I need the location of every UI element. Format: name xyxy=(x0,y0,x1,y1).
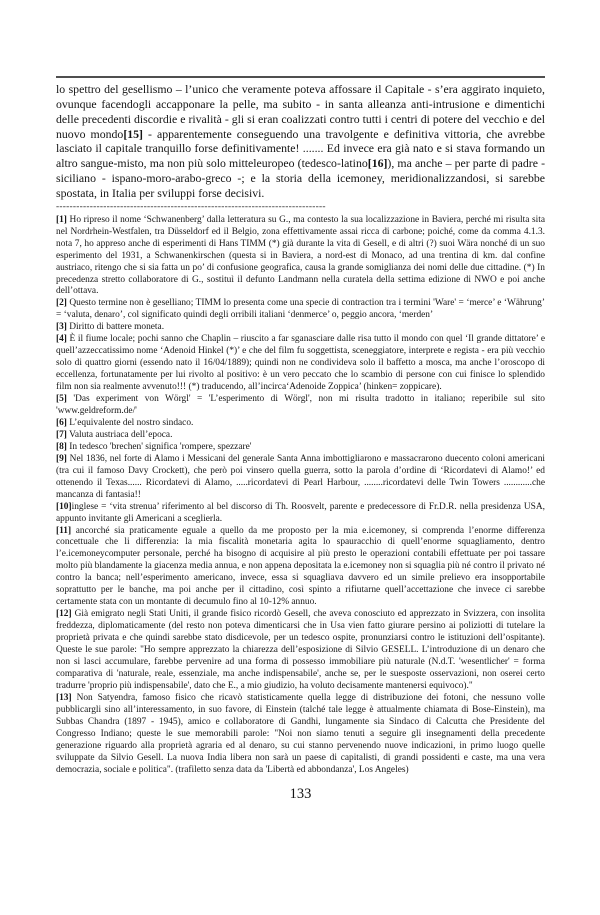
dashed-separator: -------------------------------------------------------------------------------- xyxy=(56,201,326,212)
footnote-text-6: L’equivalente del nostro sindaco. xyxy=(66,417,194,428)
footnote-1 xyxy=(56,215,545,299)
footnote-ref-15: [15] xyxy=(123,126,143,141)
footnote-label-4: [4] xyxy=(56,334,67,345)
footnote-ref-16: [16] xyxy=(367,156,388,171)
footnote-text-9: Nel 1836, nel forte di Alamo i Messicani del generale Santa Anna imbottigliarono e massacrarono duecento coloni americani (tra cui il famoso Davy Crockett), che però poi vinsero quella guerra, sotto la parola d’ordine di ‘Ricordatevi di Alamo!’ ed ottenendo il Texas...... Ricordatevi di Alamo, .....ricordatevi di Pearl Harbour, ........ricordatevi delle Twin Towers ............che mancanza di fantasia!! xyxy=(56,453,545,500)
footnote-13 xyxy=(56,693,545,777)
footnote-text-8: In tedesco 'brechen' significa 'rompere, spezzare' xyxy=(66,441,252,452)
footnote-label-13: [13] xyxy=(56,692,72,703)
footnote-label-2: [2] xyxy=(56,298,67,309)
footnote-text-11: ancorché sia praticamente eguale a quello da me proposto per la mia e.icemoney, si comprenda l’enorme differenza concettuale che li differenzia: la mia fiscalità monetaria agita lo spauracchio di quell’enorme squagliamento, dentro l’e.icemoneycomputer personale, perché ha bisogno di acquisire al più presto le operazioni contabili effettuate per poi tassare molto più blandamente la giacenza media annua, e non appena depositata la e.icemoney non si squaglia più né contro il privato né contro la banca; nell’esperimento americano, invece, essa si squagliava davvero ed un simile prelievo era insopportabile soprattutto per le banche, ma poi anche per il cittadino, così spinto a rifiutarne quell’accettazione che invece ci sarebbe certamente stata con un montante di decumulo fino al 10-12% annuo. xyxy=(56,525,545,608)
footnote-text-13: Non Satyendra, famoso fisico che ricavò statisticamente quella legge di distribuzione dei fotoni, che nessuno volle pubblicargli sino all’interessamento, in suo favore, di Einstein (talché tale legge è attualmente chiamata di Bose-Einstein), ma Subbas Chandra (1897 - 1945), amico e collaboratore di Gandhi, lungamente sia Sindaco di Calcutta che Presidente del Congresso Indiano; queste le sue memorabili parole: "Noi non siamo tenuti a seguire gli insegnamenti della precedente generazione riguardo alla proprietà agraria ed al denaro, su cui stanno pervenendo nuove indicazioni, in primo luogo quelle sviluppate da Silvio Gesell. La nuova India libera non sarà un paese di capitalisti, di grandi possidenti e caste, ma una vera democrazia, sociale e politica". (trafiletto senza data da 'Libertà ed abbondanza', Los Angeles) xyxy=(56,692,545,775)
footnote-text-12: Già emigrato negli Stati Uniti, il grande fisico ricordò Gesell, che aveva conosciuto ed apprezzato in Svizzera, con insolita freddezza, diplomaticamente (del resto non poteva dimenticarsi che in Usa vien fatto giurare persino ai poliziotti di tutelare la proprietà privata e che quindi sarebbe stato disdicevole, per un tedesco ospite, pronunziarsi contro le istituzioni dell’ospitante). Queste le sue parole: "Ho sempre apprezzato la chiarezza dell’esposizione di Silvio GESELL. L’introduzione di un denaro che non si lasci accumulare, farebbe pervenire ad una forma di possesso immobiliare più naturale (N.d.T. 'wesentlicher' = forma comparativa di 'naturale, reale, essenziale, ma anche indispensabile', anche se, per le suesposte osservazioni, non oserei certo tradurre 'proprio più indispensabile', dato che E., a mio giudizio, ha voluto decisamente mantenersi equivoco)." xyxy=(56,609,545,691)
footnote-text-10: inglese = ‘vita strenua’ riferimento al bel discorso di Th. Roosvelt, parente e predecessore di Fr.D.R. nella presidenza USA, appunto invitante gli Americani a sceglierla. xyxy=(56,501,545,524)
main-text-segment-1: lo spettro del gesellismo – l’unico che veramente poteva affossare il Capitale - s’era aggirato inquieto, ovunque facendogli accapponare la pelle, ma subito - in santa alleanza anti-intrusione e dimentichi delle precedenti discordie e rivalità - gli si eran coalizzati contro tutti i centri di potere del vecchio e del nuovo mondo xyxy=(56,82,545,141)
footnote-label-11: [11] xyxy=(56,525,72,536)
footnote-text-7: Valuta austriaca dell’epoca. xyxy=(66,429,173,440)
main-text-segment-2: - apparentemente conseguendo una travolgente e definitiva vittoria, che avrebbe lasciato il capitale tranquillo forse definitivamente! ....... Ed invece era già nato e si stava formando un altro sangue-misto, ma non più solo mitteleuropeo (tedesco-latino xyxy=(56,126,545,171)
footnote-10 xyxy=(56,502,545,526)
footnote-4 xyxy=(56,334,545,394)
main-text-segment-3: ), ma anche – per parte di padre - siciliano - ispano-moro-arabo-greco -; e la storia della icemoney, meridionalizzandosi, si sarebbe spostata, in Italia per sviluppi forse decisivi. xyxy=(56,156,545,200)
footnote-2 xyxy=(56,298,545,322)
footnote-label-9: [9] xyxy=(56,453,67,464)
footnote-text-1: Ho ripreso il nome ‘Schwanenberg’ dalla letteratura su G., ma contesto la sua localizzazione in Baviera, perché mi risulta sita nel Nordrhein-Westfalen, tra Düsseldorf ed il Belgio, zona effettivamente assai ricca di carbone; poiché, come da comma 4.1.3. nota 7, ho appreso anche di esperimenti di Hans TIMM (*) già durante la vita di Gesell, e di altri (?) suoi Wära nonché di un suo esperimento del 1931, a Schwanenkirschen (questa si in Baviera, a nord-est di Monaco, ad una trentina di km. dal confine austriaco, ritengo che si sia fatta un po’ di confusione geografica, causa la grande somiglianza dei nomi delle due cittadine. (*) In precedenza stretto collaboratore di G., sostituì il defunto Landmann nella curatela della settima edizione di NWO e poi anche dell’ottava. xyxy=(56,214,545,297)
footnote-3 xyxy=(56,322,545,334)
footnote-6 xyxy=(56,418,545,430)
footnote-8 xyxy=(56,442,545,454)
footnote-label-6: [6] xyxy=(56,417,67,428)
footnote-12 xyxy=(56,609,545,693)
footnote-text-2: Questo termine non è geselliano; TIMM lo presenta come una specie di contraction tra i termini 'Ware' = ‘merce’ e ‘Währung’ = ‘valuta, denaro’, col significato quindi degli orribili italiani ‘denmerce’ o, peggio ancora, ‘merden’ xyxy=(56,298,545,321)
footnote-label-3: [3] xyxy=(56,322,67,333)
footnote-text-5: 'Das experiment von Wörgl' = 'L’esperimento di Wörgl', non mi risulta tradotto in italiano; reperibile sul sito 'www.geldreform.de/' xyxy=(56,394,545,416)
footnote-9 xyxy=(56,454,545,502)
main-paragraph xyxy=(56,82,545,201)
footnote-11 xyxy=(56,526,545,610)
footnotes-section xyxy=(56,215,545,777)
footnote-label-1: [1] xyxy=(56,214,67,225)
footnote-label-12: [12] xyxy=(56,609,72,620)
footnote-label-5: [5] xyxy=(56,394,67,405)
footnote-5 xyxy=(56,394,545,418)
footnote-label-7: [7] xyxy=(56,429,67,440)
footnote-text-3: Diritto di battere moneta. xyxy=(66,322,165,333)
footnote-label-8: [8] xyxy=(56,441,67,452)
footnote-label-10: [10] xyxy=(56,501,72,512)
document-page xyxy=(0,76,600,915)
top-rule xyxy=(56,76,545,78)
page-number: 133 xyxy=(289,785,312,802)
footnote-7 xyxy=(56,430,545,442)
footnote-text-4: È il fiume locale; pochi sanno che Chaplin – riuscito a far sganasciare dalle risa tutto il mondo con quel ‘Il grande dittatore’ e quell’azzeccatissimo nome ‘Adenoid Hinkel (*)’ e che del film fu soggettista, sceneggiatore, interprete e regista - era più vecchio solo di quattro giorni (essendo nato il 16/04/1889); quindi non ne condivideva solo il baffetto a mosca, ma anche l’oroscopo di eccellenza, fortunatamente per lui rivolto al positivo: è un vero peccato che lo scambio di persone con cui finisce lo splendido film non sia realmente avvenuto!!! (*) traducendo, all’incirca‘Adenoide Zoppica’ (hinken= zoppicare). xyxy=(56,334,545,393)
